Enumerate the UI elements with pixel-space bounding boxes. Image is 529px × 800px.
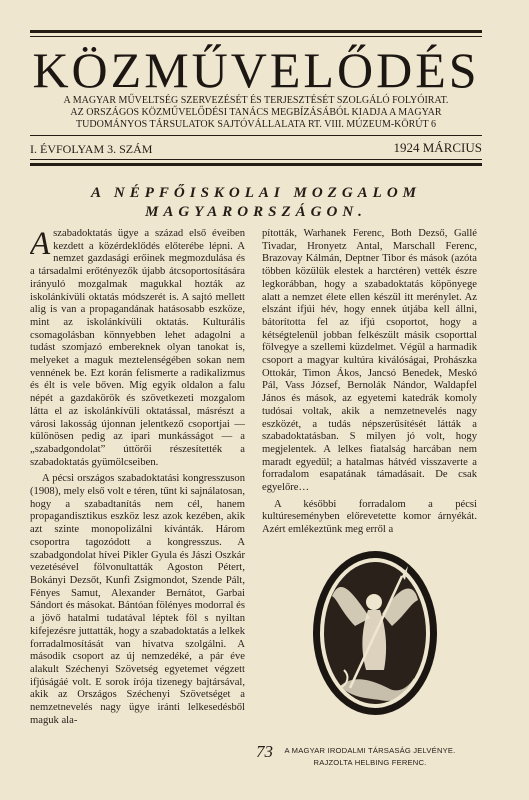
top-rule-thin	[30, 36, 482, 37]
article-paragraph	[30, 228, 245, 469]
article-title-line-1: A NÉPFŐISKOLAI MOZGALOM	[90, 185, 422, 201]
article-paragraph: pították, Warhanek Ferenc, Both Dezső, Gallé Tivadar, Hronyetz Antal, Marschall Ferenc, Brazovay Kálmán, Deptner Tibor és mások (azóta többen közülük elestek a harctéren) vették észre legkorábban, hogy a szabadoktatás köpönyege alatt a nemzet élete ellen készül itt merénylet. Az elszánt ifjúi hév, hogy ennek útjába kell állni, bátorította fel az ifjú csoportot, hogy a kétségtelenül jobban felkészült másik csoporttal fölvegye a szellemi küzdelmet. Végül a harmadik csoport a magyar kultúra kiválóságai, Prohászka Ottokár, Timon Ákos, Jancsó Benedek, Meskó Pál, Vass József, Bernolák Nándor, Waldapfel János és mások, az egyetemi katedrák komoly tudósai voltak, akik a nemzetnevelés nagy eszközét, a tudás népszerűsítését látták a szabadoktatásban. S milyen jó volt, hogy megjelentek. A lelkes fiatalság harcában nem maradt egyedül; a hatalmas hátvéd visszaverte a forradalom esapatának támadásait. De csak egyelőre…	[262, 228, 477, 494]
page-number: 73	[256, 742, 273, 761]
article-column-left	[30, 228, 245, 738]
top-rule-thick	[30, 30, 482, 33]
illustration-caption-line-2: RAJZOLTA HELBING FERENC.	[313, 758, 427, 767]
masthead-subtitle-line-1: A MAGYAR MŰVELTSÉG SZERVEZÉSÉT ÉS TERJESZTÉSÉT SZOLGÁLÓ FOLYÓIRAT.	[63, 95, 449, 106]
issue-rule-mid	[30, 159, 482, 160]
issue-date: 1924 MÁRCIUS	[393, 140, 482, 155]
paragraph-text: szabadoktatás ügye a század első éveiben kezdett a közérdeklődés előterébe lépni. A nemzet gazdasági erőinek megmozdulása és a társadalmi erőtényezők újabb átcsoportosítására irányuló mozgalmak magukkal hozták az iskolánkívüli oktatás módszerét is. A sajtó mellett alig is van a propagandának hatásosabb eszköze, mint az iskolánkívüli oktatás. Kulturális csomagolásban könnyebben lehet adagolni a tudást szomjazó embereknek olyan tanokat is, melyeket a maguk meztelenségében sokan nem vennének be. Ezt korán felismerte a radikalizmus és élt is vele bőven. Míg egyik oldalon a falu népét a gazdakörök és szövetkezeti mozgalom látta el az iskolánkívüli oktatással, másrészt a városi lakosság újonnan jelentkező csoportjai — különösen pedig az ipari munkásságot — a „szabadgondolat” úttörői részesítették a szabadoktatás gyümölcseiben.	[30, 228, 245, 468]
issue-rule-thick	[30, 163, 482, 166]
masthead-subtitle-line-2: AZ ORSZÁGOS KÖZMŰVELŐDÉSI TANÁCS MEGBÍZÁSÁBÓL KIADJA A MAGYAR	[70, 107, 442, 118]
illustration-caption-line-1: A MAGYAR IRODALMI TÁRSASÁG JELVÉNYE.	[284, 746, 456, 755]
article-paragraph: A pécsi országos szabadoktatási kongresszuson (1908), mely első volt e téren, tűnt ki sajnálatosan, hogy a szabadtanítás nem cél, hanem propagandisztikus eszköz lesz azok kezében, akik azt szinte monopolizálni kívánták. Három csoportra tagozódott a kongresszus. A szabadgondolat hívei Pikler Gyula és Jászi Oszkár vezetésével fölvonultatták Agoston Pétert, Bokányi Dezsőt, Kunfi Zsigmondot, Szende Pált, Fényes Samut, Alexander Bernátot, Garbai Sándort és másokat. Bántóan fölényes modorral és a jövő hatalmi tudatával léptek föl s nyiltan kifejezésre juttatták, hogy a szabadoktatás a lelkek forradalmosítását van hivatva szolgálni. A második csoport az új nemzedéké, a pár éve alakult Széchenyi Szövetség egyetemet végzett ifjúságáé volt. E sorok írója tizenegy bajtársával, akik az Országos Széchenyi Szövetséget a nemzetnevelés nagy ügye iránti lelkesedésből maguk ala-	[30, 473, 245, 726]
article-paragraph: A későbbi forradalom a pécsi kultúreseményben előrevetette komor árnyékát. Azért emlékeztünk meg erről a	[262, 498, 477, 536]
article-title-line-2: MAGYARORSZÁGON.	[145, 204, 367, 220]
st-michael-emblem-icon	[310, 548, 440, 718]
article-column-right	[262, 228, 477, 538]
masthead-subtitle-line-3: TUDOMÁNYOS TÁRSULATOK SAJTÓVÁLLALATA RT. VIII. MÚZEUM-KÖRÚT 6	[76, 119, 436, 130]
issue-number: I. ÉVFOLYAM 3. SZÁM	[30, 142, 153, 156]
issue-rule-top	[30, 135, 482, 136]
masthead-title: KÖZMŰVELŐDÉS	[32, 42, 480, 98]
drop-cap: A	[30, 228, 51, 262]
